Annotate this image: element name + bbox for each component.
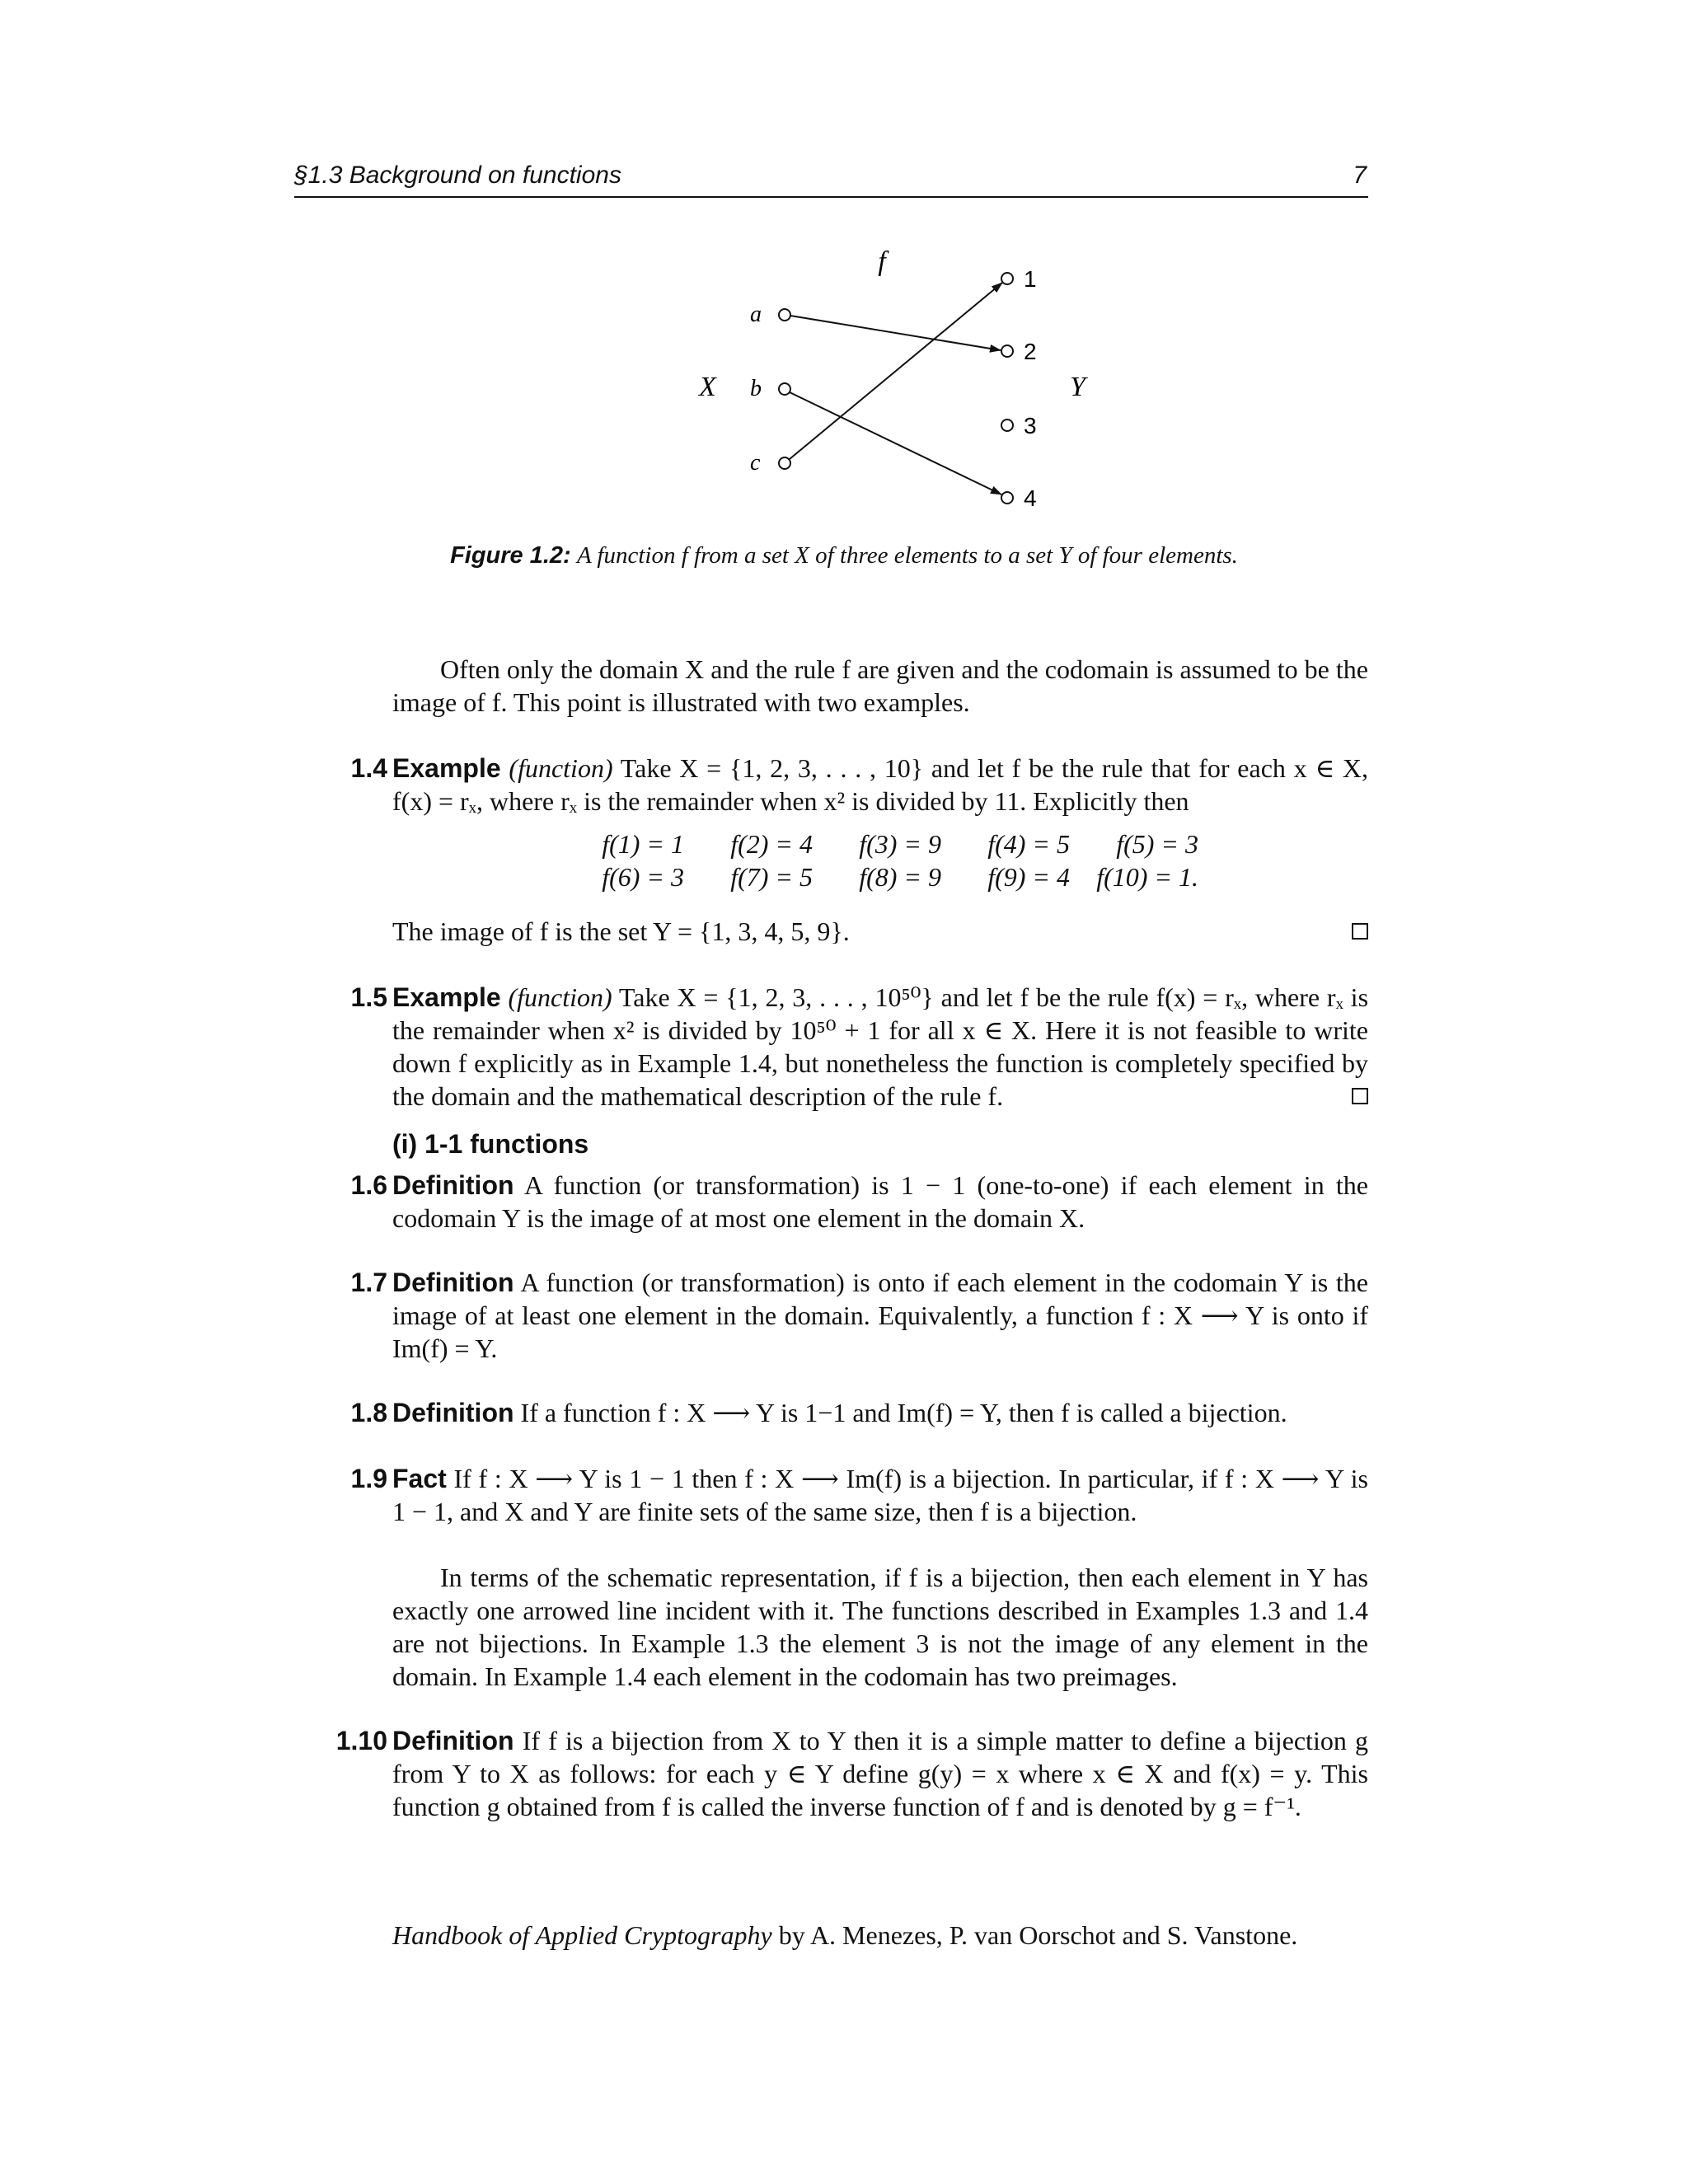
example-number: 1.4 [350, 753, 387, 783]
definition-text: A function (or transformation) is onto if each element in the codomain Y is the image of at least one element in the domain. Equivalently, a function f : X ⟶ Y is onto if Im(f) = Y. [392, 1268, 1369, 1363]
example-number: 1.5 [350, 982, 387, 1012]
table-cell: f(8) = 9 [859, 862, 941, 892]
fact-body [392, 1462, 1368, 1528]
codomain-node-1 [1001, 273, 1013, 284]
definition-body [392, 1266, 1368, 1365]
table-cell: f(3) = 9 [859, 829, 941, 859]
qed-box-icon [1352, 1088, 1368, 1104]
definition-keyword: Definition [392, 1170, 514, 1200]
table-cell: f(10) = 1. [1096, 862, 1198, 892]
example-keyword: Example [392, 753, 501, 783]
codomain-node-2 [1001, 345, 1013, 357]
definition-number: 1.7 [350, 1268, 387, 1297]
example-1-4-conclusion [392, 915, 1368, 948]
arrow-c-to-1 [790, 283, 1002, 459]
codomain-node-4 [1001, 492, 1013, 504]
definition-text: A function (or transformation) is 1 − 1 (one-to-one) if each element in the codomain Y is the image of at most one element in the domain X. [392, 1170, 1369, 1233]
domain-label-b: b [750, 376, 762, 401]
qed-box-icon [1352, 923, 1368, 940]
arrow-b-to-4 [790, 392, 1001, 494]
label-X: X [699, 372, 716, 402]
function-diagram [643, 239, 1121, 519]
table-cell: f(2) = 4 [730, 829, 813, 859]
table-row [560, 827, 1203, 860]
bijection-paragraph: In terms of the schematic representation, if f is a bijection, then each element in Y has exactly one arrowed line incident with it. The functions described in Examples 1.3 and 1.4 are not bijections. In Example 1.3 the element 3 is not the image of any element in the domain. In Example 1.4 each element in the codomain has two preimages. [392, 1563, 1368, 1691]
figure-caption [0, 542, 1688, 569]
figure-caption-text: A function f from a set X of three elements to a set Y of four elements. [576, 542, 1238, 569]
table-cell: f(6) = 3 [602, 862, 684, 892]
footer-book-title: Handbook of Applied Cryptography [392, 1920, 772, 1950]
domain-node-b [779, 383, 790, 395]
intro-paragraph: Often only the domain X and the rule f are given and the codomain is assumed to be the image of f. This point is illustrated with two examples. [392, 654, 1368, 717]
definition-body [392, 1396, 1368, 1429]
footer-authors: by A. Menezes, P. van Oorschot and S. Vanstone. [771, 1920, 1298, 1950]
definition-text: If f is a bijection from X to Y then it is a simple matter to define a bijection g from Y to X as follows: for each y ∈ Y define g(y) = x where x ∈ X and f(x) = y. This function g obtained from f is called the inverse function of f and is denoted by g = f⁻¹. [392, 1726, 1369, 1821]
definition-number: 1.10 [335, 1726, 387, 1755]
header-rule [294, 196, 1368, 198]
definition-text: If a function f : X ⟶ Y is 1−1 and Im(f) = Y, then f is called a bijection. [520, 1398, 1287, 1427]
page-number: 7 [1353, 162, 1367, 189]
arrow-a-to-2 [790, 316, 1001, 350]
definition-keyword: Definition [392, 1726, 514, 1755]
codomain-label-1: 1 [1024, 266, 1037, 292]
definition-keyword: Definition [392, 1268, 514, 1297]
example-text: Take X = {1, 2, 3, . . . , 10⁵⁰} and let f be the rule f(x) = rₓ, where rₓ is the remainder when x² is divided by 10⁵⁰ + 1 for all x ∈ X. Here it is not feasible to write down f explicitly as in Example 1.4, but nonetheless the function is completely specified by the domain and the mathematical description of the rule f. [392, 982, 1369, 1111]
running-header-section: §1.3 Background on functions [294, 162, 621, 189]
fact-number: 1.9 [350, 1464, 387, 1493]
table-cell: f(7) = 5 [730, 862, 813, 892]
subsection-heading: (i) 1-1 functions [392, 1129, 589, 1159]
example-body [392, 752, 1368, 818]
definition-body [392, 1724, 1368, 1823]
example-text-b: The image of f is the set Y = {1, 3, 4, 5, 9}. [392, 916, 850, 946]
example-body [392, 981, 1368, 1113]
label-f: f [878, 246, 886, 277]
definition-keyword: Definition [392, 1398, 514, 1427]
example-paren: (function) [508, 982, 612, 1012]
example-keyword: Example [392, 982, 501, 1012]
definition-number: 1.8 [350, 1398, 387, 1427]
fact-keyword: Fact [392, 1464, 447, 1493]
domain-node-c [779, 457, 790, 469]
figure-caption-label: Figure 1.2: [450, 542, 571, 569]
domain-node-a [779, 309, 790, 321]
definition-number: 1.6 [350, 1170, 387, 1200]
example-paren: (function) [509, 753, 613, 783]
codomain-node-3 [1001, 419, 1013, 431]
table-cell: f(4) = 5 [987, 829, 1070, 859]
page-footer [392, 1920, 1297, 1951]
table-cell: f(1) = 1 [602, 829, 684, 859]
definition-body [392, 1169, 1368, 1235]
codomain-label-2: 2 [1024, 339, 1037, 364]
domain-label-a: a [750, 302, 762, 327]
table-cell: f(5) = 3 [1116, 829, 1198, 859]
fact-text: If f : X ⟶ Y is 1 − 1 then f : X ⟶ Im(f) is a bijection. In particular, if f : X ⟶ Y is 1 − 1, and X and Y are finite sets of the same size, then f is a bijection. [392, 1464, 1369, 1526]
domain-label-c: c [750, 450, 761, 476]
table-cell: f(9) = 4 [987, 862, 1070, 892]
table-row [560, 860, 1203, 893]
example-1-4-values-table [560, 827, 1203, 893]
codomain-label-4: 4 [1024, 485, 1037, 511]
example-text-a: Take X = {1, 2, 3, . . . , 10} and let f be the rule that for each x ∈ X, f(x) = rₓ, where rₓ is the remainder when x² is divided by 11. Explicitly then [392, 753, 1369, 816]
label-Y: Y [1070, 372, 1085, 402]
codomain-label-3: 3 [1024, 413, 1037, 438]
